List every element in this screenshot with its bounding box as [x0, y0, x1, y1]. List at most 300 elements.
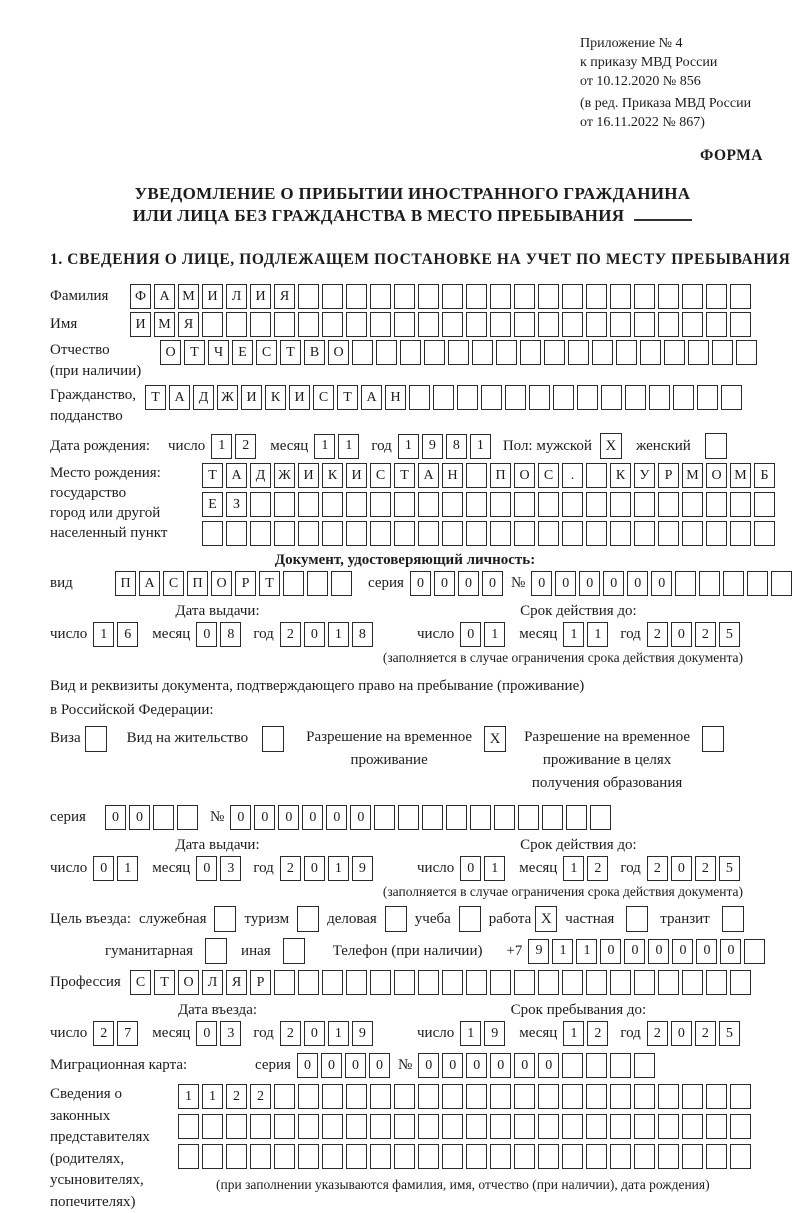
char-cell[interactable]: 0: [538, 1053, 559, 1078]
char-cell[interactable]: [658, 312, 679, 337]
char-cell[interactable]: 0: [321, 1053, 342, 1078]
char-cell[interactable]: [346, 492, 367, 517]
char-cell[interactable]: [577, 385, 598, 410]
char-cell[interactable]: 1: [328, 1021, 349, 1046]
char-cell[interactable]: [178, 1144, 199, 1169]
char-cell[interactable]: А: [226, 463, 247, 488]
char-cell[interactable]: 1: [470, 434, 491, 459]
char-cell[interactable]: 2: [226, 1084, 247, 1109]
char-cell[interactable]: Д: [193, 385, 214, 410]
char-cell[interactable]: [442, 1084, 463, 1109]
char-cell[interactable]: [562, 492, 583, 517]
char-cell[interactable]: 2: [695, 856, 716, 881]
char-cell[interactable]: [505, 385, 526, 410]
char-cell[interactable]: 1: [328, 856, 349, 881]
char-cell[interactable]: [490, 1114, 511, 1139]
char-cell[interactable]: [682, 1144, 703, 1169]
char-cell[interactable]: Л: [202, 970, 223, 995]
char-cell[interactable]: [490, 284, 511, 309]
char-cell[interactable]: 0: [304, 622, 325, 647]
char-cell[interactable]: [490, 312, 511, 337]
char-cell[interactable]: О: [328, 340, 349, 365]
char-cell[interactable]: [706, 1084, 727, 1109]
char-cell[interactable]: [682, 1114, 703, 1139]
char-cell[interactable]: [422, 805, 443, 830]
char-cell[interactable]: [442, 492, 463, 517]
char-cell[interactable]: [374, 805, 395, 830]
char-cell[interactable]: [640, 340, 661, 365]
char-cell[interactable]: 0: [93, 856, 114, 881]
char-cell[interactable]: А: [169, 385, 190, 410]
char-cell[interactable]: [398, 805, 419, 830]
char-cell[interactable]: [706, 1114, 727, 1139]
char-cell[interactable]: [466, 284, 487, 309]
char-cell[interactable]: [394, 1144, 415, 1169]
char-cell[interactable]: 0: [196, 622, 217, 647]
char-cell[interactable]: О: [160, 340, 181, 365]
char-cell[interactable]: 0: [434, 571, 455, 596]
char-cell[interactable]: [610, 970, 631, 995]
char-cell[interactable]: Р: [235, 571, 256, 596]
char-cell[interactable]: [682, 492, 703, 517]
char-cell[interactable]: [370, 970, 391, 995]
char-cell[interactable]: 2: [280, 622, 301, 647]
char-cell[interactable]: [496, 340, 517, 365]
purpose-study-checkbox[interactable]: [459, 906, 481, 932]
char-cell[interactable]: [394, 312, 415, 337]
char-cell[interactable]: [538, 1084, 559, 1109]
char-cell[interactable]: [514, 970, 535, 995]
char-cell[interactable]: [586, 312, 607, 337]
char-cell[interactable]: 0: [458, 571, 479, 596]
char-cell[interactable]: О: [514, 463, 535, 488]
char-cell[interactable]: [610, 312, 631, 337]
char-cell[interactable]: Т: [394, 463, 415, 488]
char-cell[interactable]: Н: [385, 385, 406, 410]
char-cell[interactable]: [625, 385, 646, 410]
char-cell[interactable]: [721, 385, 742, 410]
char-cell[interactable]: [307, 571, 328, 596]
char-cell[interactable]: [590, 805, 611, 830]
char-cell[interactable]: [376, 340, 397, 365]
char-cell[interactable]: [298, 492, 319, 517]
char-cell[interactable]: [610, 1053, 631, 1078]
char-cell[interactable]: [466, 1084, 487, 1109]
char-cell[interactable]: 8: [220, 622, 241, 647]
char-cell[interactable]: [370, 521, 391, 546]
char-cell[interactable]: П: [187, 571, 208, 596]
char-cell[interactable]: 9: [528, 939, 549, 964]
char-cell[interactable]: [466, 970, 487, 995]
char-cell[interactable]: [586, 1114, 607, 1139]
char-cell[interactable]: 1: [563, 856, 584, 881]
char-cell[interactable]: 1: [563, 622, 584, 647]
char-cell[interactable]: [610, 284, 631, 309]
char-cell[interactable]: В: [304, 340, 325, 365]
char-cell[interactable]: [538, 1114, 559, 1139]
char-cell[interactable]: Б: [754, 463, 775, 488]
char-cell[interactable]: [394, 492, 415, 517]
char-cell[interactable]: 0: [460, 856, 481, 881]
char-cell[interactable]: [658, 970, 679, 995]
char-cell[interactable]: [586, 463, 607, 488]
char-cell[interactable]: 2: [647, 1021, 668, 1046]
char-cell[interactable]: [322, 492, 343, 517]
char-cell[interactable]: [442, 284, 463, 309]
char-cell[interactable]: [490, 521, 511, 546]
char-cell[interactable]: [202, 1114, 223, 1139]
char-cell[interactable]: 8: [446, 434, 467, 459]
char-cell[interactable]: 1: [338, 434, 359, 459]
char-cell[interactable]: [538, 970, 559, 995]
char-cell[interactable]: [394, 970, 415, 995]
purpose-work-checkbox[interactable]: X: [535, 906, 557, 932]
char-cell[interactable]: [744, 939, 765, 964]
char-cell[interactable]: [322, 1144, 343, 1169]
char-cell[interactable]: [442, 1144, 463, 1169]
char-cell[interactable]: 2: [93, 1021, 114, 1046]
char-cell[interactable]: [610, 1114, 631, 1139]
char-cell[interactable]: [566, 805, 587, 830]
purpose-humanitarian-checkbox[interactable]: [205, 938, 227, 964]
char-cell[interactable]: Т: [202, 463, 223, 488]
char-cell[interactable]: 1: [117, 856, 138, 881]
char-cell[interactable]: [562, 521, 583, 546]
char-cell[interactable]: [418, 312, 439, 337]
char-cell[interactable]: [658, 492, 679, 517]
char-cell[interactable]: [457, 385, 478, 410]
char-cell[interactable]: 3: [220, 1021, 241, 1046]
char-cell[interactable]: [634, 1114, 655, 1139]
char-cell[interactable]: [490, 970, 511, 995]
char-cell[interactable]: 0: [254, 805, 275, 830]
sex-male-checkbox[interactable]: X: [600, 433, 622, 459]
char-cell[interactable]: 1: [202, 1084, 223, 1109]
char-cell[interactable]: М: [682, 463, 703, 488]
char-cell[interactable]: [649, 385, 670, 410]
char-cell[interactable]: 0: [671, 856, 692, 881]
char-cell[interactable]: 0: [369, 1053, 390, 1078]
char-cell[interactable]: [706, 970, 727, 995]
char-cell[interactable]: 1: [178, 1084, 199, 1109]
char-cell[interactable]: [730, 970, 751, 995]
char-cell[interactable]: [466, 463, 487, 488]
char-cell[interactable]: А: [361, 385, 382, 410]
char-cell[interactable]: 5: [719, 622, 740, 647]
char-cell[interactable]: 2: [647, 622, 668, 647]
char-cell[interactable]: [202, 312, 223, 337]
char-cell[interactable]: [346, 1114, 367, 1139]
char-cell[interactable]: З: [226, 492, 247, 517]
char-cell[interactable]: 5: [719, 856, 740, 881]
char-cell[interactable]: [634, 284, 655, 309]
char-cell[interactable]: 9: [484, 1021, 505, 1046]
char-cell[interactable]: [274, 970, 295, 995]
char-cell[interactable]: [610, 521, 631, 546]
char-cell[interactable]: 0: [490, 1053, 511, 1078]
char-cell[interactable]: 0: [345, 1053, 366, 1078]
char-cell[interactable]: 0: [671, 1021, 692, 1046]
char-cell[interactable]: А: [418, 463, 439, 488]
char-cell[interactable]: [466, 312, 487, 337]
char-cell[interactable]: [688, 340, 709, 365]
char-cell[interactable]: Ф: [130, 284, 151, 309]
char-cell[interactable]: 5: [719, 1021, 740, 1046]
char-cell[interactable]: 0: [651, 571, 672, 596]
char-cell[interactable]: [418, 1114, 439, 1139]
residence-permit-checkbox[interactable]: [262, 726, 284, 752]
char-cell[interactable]: [730, 1114, 751, 1139]
char-cell[interactable]: [723, 571, 744, 596]
char-cell[interactable]: [706, 312, 727, 337]
char-cell[interactable]: 0: [482, 571, 503, 596]
char-cell[interactable]: [634, 970, 655, 995]
char-cell[interactable]: [586, 284, 607, 309]
char-cell[interactable]: [706, 1144, 727, 1169]
char-cell[interactable]: [331, 571, 352, 596]
char-cell[interactable]: 0: [466, 1053, 487, 1078]
char-cell[interactable]: [226, 1114, 247, 1139]
char-cell[interactable]: [346, 284, 367, 309]
char-cell[interactable]: И: [346, 463, 367, 488]
char-cell[interactable]: [274, 492, 295, 517]
char-cell[interactable]: [346, 312, 367, 337]
char-cell[interactable]: 0: [129, 805, 150, 830]
char-cell[interactable]: [529, 385, 550, 410]
char-cell[interactable]: [514, 1084, 535, 1109]
char-cell[interactable]: .: [562, 463, 583, 488]
char-cell[interactable]: 1: [563, 1021, 584, 1046]
char-cell[interactable]: 1: [211, 434, 232, 459]
char-cell[interactable]: 2: [280, 856, 301, 881]
char-cell[interactable]: [250, 1144, 271, 1169]
purpose-private-checkbox[interactable]: [626, 906, 648, 932]
char-cell[interactable]: [730, 1084, 751, 1109]
char-cell[interactable]: Я: [226, 970, 247, 995]
char-cell[interactable]: [542, 805, 563, 830]
char-cell[interactable]: 0: [302, 805, 323, 830]
char-cell[interactable]: [202, 521, 223, 546]
char-cell[interactable]: [370, 312, 391, 337]
char-cell[interactable]: [394, 1084, 415, 1109]
char-cell[interactable]: 0: [304, 1021, 325, 1046]
char-cell[interactable]: [610, 1084, 631, 1109]
char-cell[interactable]: К: [265, 385, 286, 410]
char-cell[interactable]: [562, 1114, 583, 1139]
char-cell[interactable]: П: [490, 463, 511, 488]
char-cell[interactable]: [658, 1084, 679, 1109]
char-cell[interactable]: [274, 1114, 295, 1139]
char-cell[interactable]: И: [202, 284, 223, 309]
char-cell[interactable]: [553, 385, 574, 410]
char-cell[interactable]: [514, 1144, 535, 1169]
sex-female-checkbox[interactable]: [705, 433, 727, 459]
char-cell[interactable]: [298, 1144, 319, 1169]
char-cell[interactable]: [418, 492, 439, 517]
char-cell[interactable]: [322, 970, 343, 995]
char-cell[interactable]: [586, 1084, 607, 1109]
char-cell[interactable]: М: [178, 284, 199, 309]
char-cell[interactable]: [538, 284, 559, 309]
char-cell[interactable]: [370, 1084, 391, 1109]
char-cell[interactable]: Т: [145, 385, 166, 410]
char-cell[interactable]: [754, 492, 775, 517]
char-cell[interactable]: 7: [117, 1021, 138, 1046]
char-cell[interactable]: [177, 805, 198, 830]
char-cell[interactable]: [675, 571, 696, 596]
purpose-other-checkbox[interactable]: [283, 938, 305, 964]
char-cell[interactable]: И: [298, 463, 319, 488]
char-cell[interactable]: [466, 1144, 487, 1169]
char-cell[interactable]: [418, 284, 439, 309]
char-cell[interactable]: [346, 521, 367, 546]
char-cell[interactable]: С: [370, 463, 391, 488]
char-cell[interactable]: К: [610, 463, 631, 488]
char-cell[interactable]: Ж: [217, 385, 238, 410]
char-cell[interactable]: 0: [350, 805, 371, 830]
char-cell[interactable]: [370, 1114, 391, 1139]
char-cell[interactable]: Т: [259, 571, 280, 596]
char-cell[interactable]: [682, 312, 703, 337]
char-cell[interactable]: Л: [226, 284, 247, 309]
char-cell[interactable]: [562, 284, 583, 309]
char-cell[interactable]: [466, 521, 487, 546]
char-cell[interactable]: Е: [232, 340, 253, 365]
char-cell[interactable]: 1: [314, 434, 335, 459]
char-cell[interactable]: [298, 1084, 319, 1109]
char-cell[interactable]: [586, 1144, 607, 1169]
char-cell[interactable]: [634, 492, 655, 517]
char-cell[interactable]: 2: [695, 1021, 716, 1046]
char-cell[interactable]: [178, 1114, 199, 1139]
char-cell[interactable]: 2: [695, 622, 716, 647]
char-cell[interactable]: С: [163, 571, 184, 596]
char-cell[interactable]: [442, 521, 463, 546]
char-cell[interactable]: И: [250, 284, 271, 309]
char-cell[interactable]: [730, 521, 751, 546]
char-cell[interactable]: [298, 521, 319, 546]
char-cell[interactable]: 9: [352, 1021, 373, 1046]
char-cell[interactable]: [370, 284, 391, 309]
char-cell[interactable]: [370, 492, 391, 517]
char-cell[interactable]: 1: [484, 622, 505, 647]
char-cell[interactable]: 2: [647, 856, 668, 881]
char-cell[interactable]: [634, 1144, 655, 1169]
char-cell[interactable]: Е: [202, 492, 223, 517]
char-cell[interactable]: [730, 1144, 751, 1169]
char-cell[interactable]: [586, 970, 607, 995]
char-cell[interactable]: [322, 1114, 343, 1139]
char-cell[interactable]: [634, 312, 655, 337]
char-cell[interactable]: [658, 284, 679, 309]
char-cell[interactable]: [520, 340, 541, 365]
char-cell[interactable]: [346, 970, 367, 995]
char-cell[interactable]: С: [538, 463, 559, 488]
char-cell[interactable]: [616, 340, 637, 365]
char-cell[interactable]: [730, 284, 751, 309]
char-cell[interactable]: 2: [587, 1021, 608, 1046]
char-cell[interactable]: [433, 385, 454, 410]
char-cell[interactable]: [394, 1114, 415, 1139]
char-cell[interactable]: [418, 521, 439, 546]
char-cell[interactable]: [682, 284, 703, 309]
char-cell[interactable]: [610, 492, 631, 517]
char-cell[interactable]: [226, 312, 247, 337]
char-cell[interactable]: 1: [93, 622, 114, 647]
char-cell[interactable]: [754, 521, 775, 546]
char-cell[interactable]: 0: [555, 571, 576, 596]
char-cell[interactable]: 9: [422, 434, 443, 459]
char-cell[interactable]: 0: [600, 939, 621, 964]
char-cell[interactable]: [706, 284, 727, 309]
char-cell[interactable]: 0: [196, 856, 217, 881]
char-cell[interactable]: [298, 284, 319, 309]
char-cell[interactable]: 0: [627, 571, 648, 596]
char-cell[interactable]: 0: [720, 939, 741, 964]
char-cell[interactable]: [658, 521, 679, 546]
char-cell[interactable]: Т: [337, 385, 358, 410]
char-cell[interactable]: 0: [297, 1053, 318, 1078]
char-cell[interactable]: 1: [552, 939, 573, 964]
char-cell[interactable]: 0: [230, 805, 251, 830]
char-cell[interactable]: [586, 492, 607, 517]
char-cell[interactable]: 0: [410, 571, 431, 596]
char-cell[interactable]: [730, 312, 751, 337]
visa-checkbox[interactable]: [85, 726, 107, 752]
char-cell[interactable]: [730, 492, 751, 517]
char-cell[interactable]: [352, 340, 373, 365]
temp-permit-checkbox[interactable]: X: [484, 726, 506, 752]
char-cell[interactable]: Т: [184, 340, 205, 365]
char-cell[interactable]: [470, 805, 491, 830]
char-cell[interactable]: [226, 521, 247, 546]
char-cell[interactable]: 6: [117, 622, 138, 647]
char-cell[interactable]: [466, 1114, 487, 1139]
char-cell[interactable]: [442, 970, 463, 995]
char-cell[interactable]: [274, 521, 295, 546]
char-cell[interactable]: [250, 492, 271, 517]
char-cell[interactable]: [514, 1114, 535, 1139]
char-cell[interactable]: [682, 970, 703, 995]
char-cell[interactable]: 0: [304, 856, 325, 881]
char-cell[interactable]: [322, 312, 343, 337]
char-cell[interactable]: [514, 312, 535, 337]
char-cell[interactable]: [298, 312, 319, 337]
char-cell[interactable]: [682, 521, 703, 546]
temp-permit-edu-checkbox[interactable]: [702, 726, 724, 752]
char-cell[interactable]: [274, 1144, 295, 1169]
char-cell[interactable]: [494, 805, 515, 830]
char-cell[interactable]: [250, 312, 271, 337]
char-cell[interactable]: [442, 312, 463, 337]
char-cell[interactable]: [490, 1144, 511, 1169]
char-cell[interactable]: П: [115, 571, 136, 596]
char-cell[interactable]: 0: [442, 1053, 463, 1078]
char-cell[interactable]: [322, 1084, 343, 1109]
char-cell[interactable]: [418, 970, 439, 995]
char-cell[interactable]: О: [211, 571, 232, 596]
char-cell[interactable]: [298, 970, 319, 995]
char-cell[interactable]: С: [313, 385, 334, 410]
char-cell[interactable]: 2: [235, 434, 256, 459]
char-cell[interactable]: Н: [442, 463, 463, 488]
char-cell[interactable]: [664, 340, 685, 365]
char-cell[interactable]: Д: [250, 463, 271, 488]
char-cell[interactable]: [706, 492, 727, 517]
char-cell[interactable]: [697, 385, 718, 410]
char-cell[interactable]: [562, 1144, 583, 1169]
char-cell[interactable]: [424, 340, 445, 365]
